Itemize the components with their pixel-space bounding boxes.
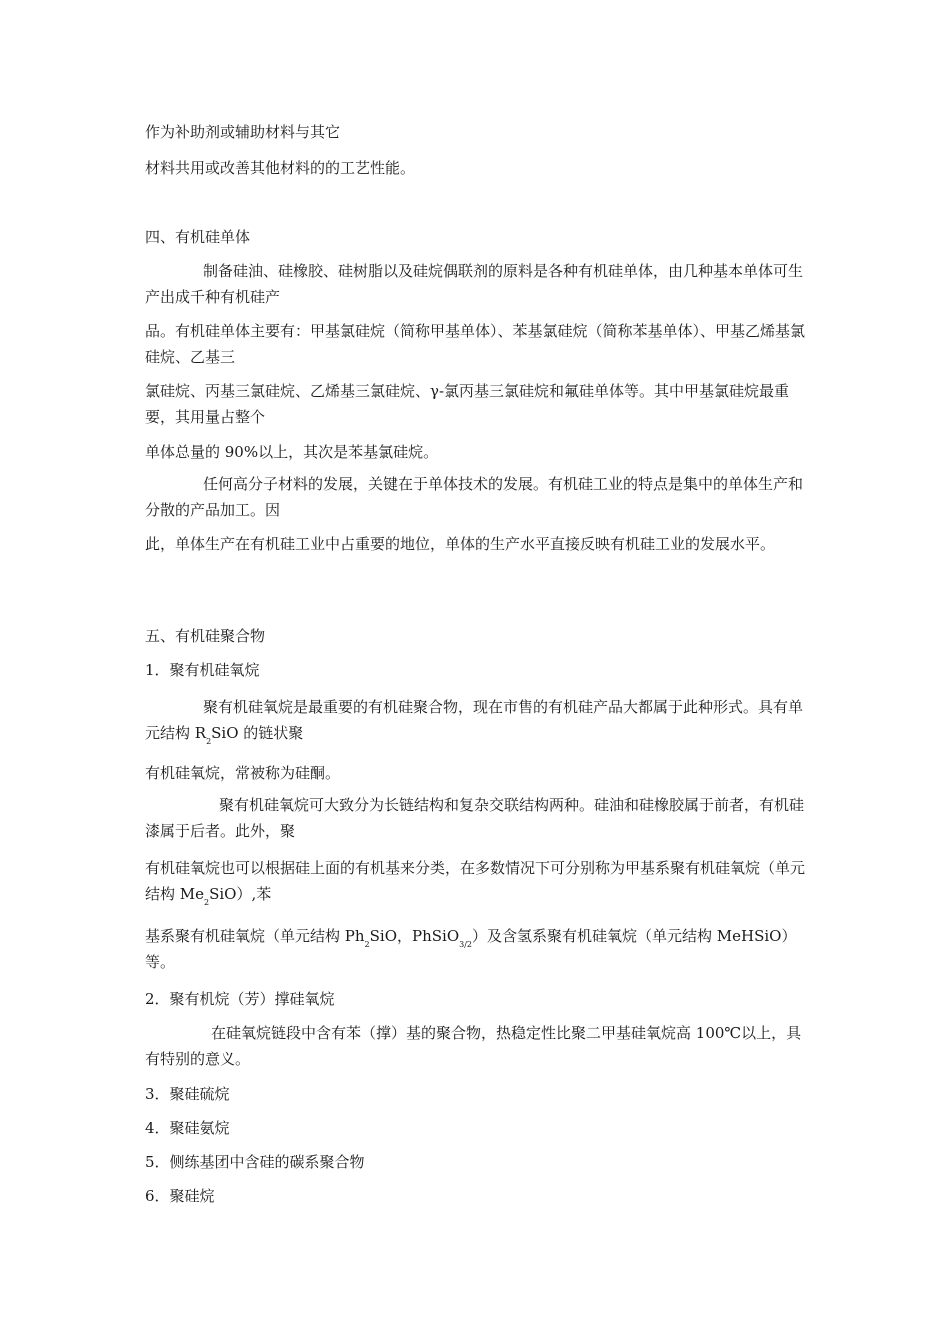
section-4-paragraph-2a: 任何高分子材料的发展，关键在于单体技术的发展。有机硅工业的特点是集中的单体生产和分散的产品加工。因 — [145, 475, 804, 519]
item-4-title: 4．聚硅氨烷 — [145, 1119, 230, 1137]
item-2-paragraph: 在硅氧烷链段中含有苯（撑）基的聚合物，热稳定性比聚二甲基硅氧烷高 100℃以上，具有特别的意义。 — [145, 1024, 802, 1068]
intro-line-1: 作为补助剂或辅助材料与其它 — [145, 123, 341, 141]
item-1-paragraph-2a: 聚有机硅氧烷可大致分为长链结构和复杂交联结构两种。硅油和硅橡胶属于前者，有机硅漆属于后者。此外，聚 — [145, 796, 805, 840]
section-4-paragraph-1b: 品。有机硅单体主要有：甲基氯硅烷（简称甲基单体）、苯基氯硅烷（简称苯基单体）、甲基乙烯基氯硅烷、乙基三 — [145, 322, 806, 366]
item-2-title: 2．聚有机烷（芳）撑硅氧烷 — [145, 990, 335, 1008]
item-1-title: 1．聚有机硅氧烷 — [145, 661, 260, 679]
item-5-title: 5．侧练基团中含硅的碳系聚合物 — [145, 1153, 365, 1171]
section-4-paragraph-2b: 此，单体生产在有机硅工业中占重要的地位，单体的生产水平直接反映有机硅工业的发展水平。 — [145, 535, 776, 553]
section-4-paragraph-1a: 制备硅油、硅橡胶、硅树脂以及硅烷偶联剂的原料是各种有机硅单体，由几种基本单体可生产出成千种有机硅产 — [145, 262, 804, 306]
item-1-paragraph-2c: 基系聚有机硅氧烷（单元结构 $Ph_2SiO$，PhSiO$_{3/2}$）及含氢系聚有机硅氧烷（单元结构 MeHSiO）等。 — [145, 927, 797, 971]
item-1-paragraph-1b: 有机硅氧烷，常被称为硅酮。 — [145, 764, 341, 782]
section-4-heading: 四、有机硅单体 — [145, 228, 251, 246]
section-4-paragraph-1d: 单体总量的 90%以上，其次是苯基氯硅烷。 — [145, 443, 439, 461]
item-6-title: 6．聚硅烷 — [145, 1187, 215, 1205]
item-1-paragraph-1a: 聚有机硅氧烷是最重要的有机硅聚合物，现在市售的有机硅产品大都属于此种形式。具有单元结构 $R_2SiO$ 的链状聚 — [145, 698, 804, 746]
item-3-title: 3．聚硅硫烷 — [145, 1085, 230, 1103]
section-5-heading: 五、有机硅聚合物 — [145, 627, 266, 645]
intro-line-2: 材料共用或改善其他材料的的工艺性能。 — [145, 159, 416, 177]
item-1-paragraph-2b: 有机硅氧烷也可以根据硅上面的有机基来分类，在多数情况下可分别称为甲基系聚有机硅氧烷（单元结构 $Me_2SiO$）,苯 — [145, 859, 806, 907]
section-4-paragraph-1c: 氯硅烷、丙基三氯硅烷、乙烯基三氯硅烷、γ-氯丙基三氯硅烷和氟硅单体等。其中甲基氯硅烷最重要，其用量占整个 — [145, 382, 790, 426]
